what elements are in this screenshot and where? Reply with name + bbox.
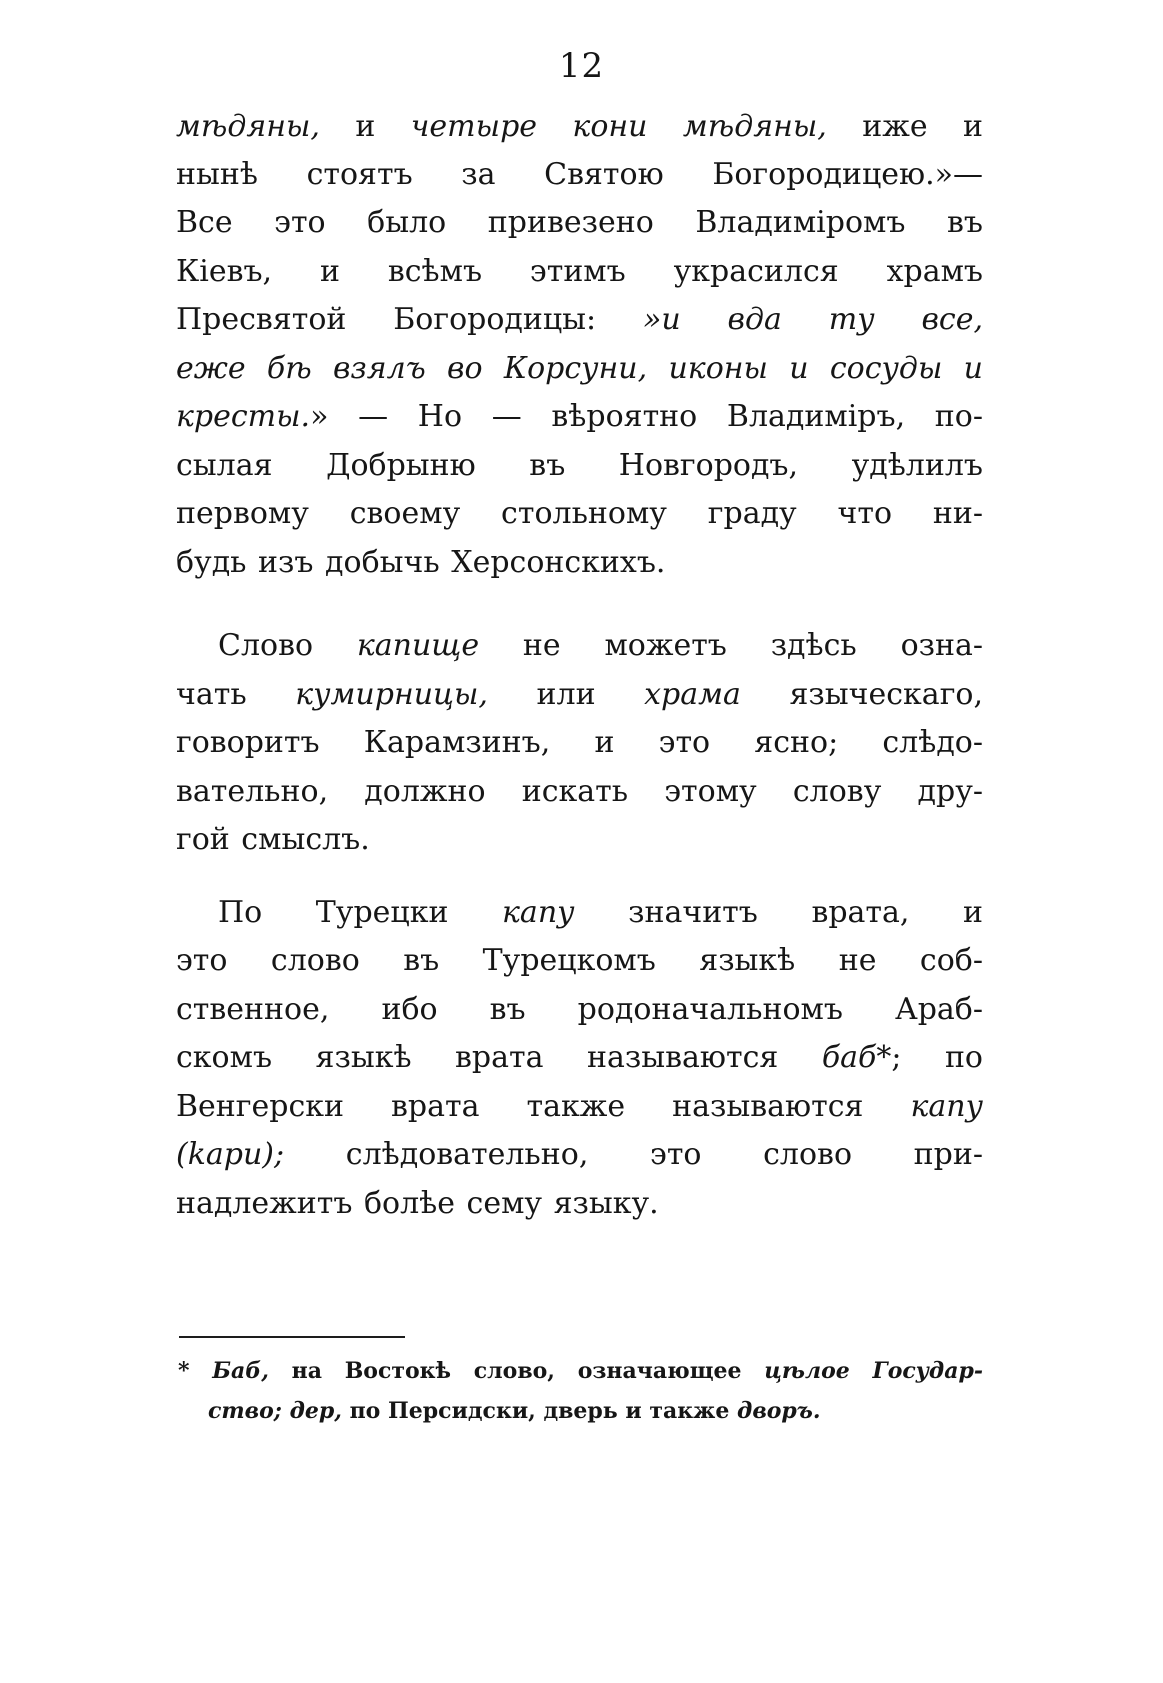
text-line: Слово капище не можетъ здѣсь озна- — [218, 628, 984, 663]
text-line: скомъ языкѣ врата называются баб*; по — [176, 1040, 983, 1075]
text-line: говоритъ Карамзинъ, и это ясно; слѣдо- — [176, 725, 983, 760]
text-line: Венгерски врата также называются капу — [176, 1089, 983, 1124]
text-line: надлежитъ болѣе сему языку. — [176, 1186, 659, 1221]
text-line: нынѣ стоятъ за Святою Богородицею.»— — [176, 157, 983, 192]
text-line: первому своему стольному граду что ни- — [176, 496, 983, 531]
text-line: кресты.» — Но — вѣроятно Владиміръ, по- — [176, 399, 983, 434]
page-number: 12 — [558, 46, 605, 86]
footnote-divider — [179, 1336, 405, 1338]
text-line: мѣдяны, и четыре кони мѣдяны, иже и — [176, 109, 983, 144]
footnote-line: * Баб, на Востокѣ слово, означающее цѣлое Государ- — [178, 1358, 983, 1384]
text-line: гой смыслъ. — [176, 822, 370, 857]
text-line: это слово въ Турецкомъ языкѣ не соб- — [176, 943, 983, 978]
text-line: еже бѣ взялъ во Корсуни, иконы и сосуды и — [176, 351, 983, 386]
text-line: будь изъ добычь Херсонскихъ. — [176, 545, 666, 580]
text-line: вательно, должно искать этому слову дру- — [176, 774, 983, 809]
text-line: По Турецки капу значитъ врата, и — [218, 895, 983, 930]
text-line: сылая Добрыню въ Новгородъ, удѣлилъ — [176, 448, 983, 483]
text-line: (kapu); слѣдовательно, это слово при- — [176, 1137, 983, 1172]
text-line: чать кумирницы, или храма языческаго, — [176, 677, 984, 712]
footnote-line: ство; дер, по Персидски, дверь и также дворъ. — [208, 1398, 821, 1424]
text-line: ственное, ибо въ родоначальномъ Араб- — [176, 992, 983, 1027]
text-line: Кіевъ, и всѣмъ этимъ украсился храмъ — [176, 254, 983, 289]
text-line: Все это было привезено Владиміромъ въ — [176, 205, 983, 240]
text-line: Пресвятой Богородицы: »и вда ту все, — [176, 302, 984, 337]
